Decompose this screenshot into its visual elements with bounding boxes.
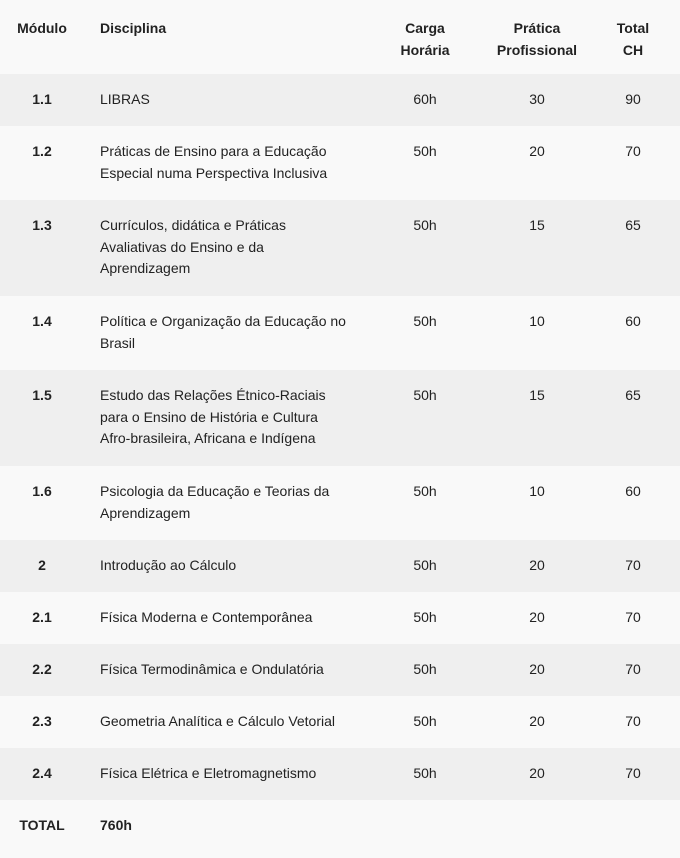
table-row [0, 466, 680, 540]
table-row [0, 74, 680, 126]
cell-carga: 50h [413, 483, 437, 499]
cell-modulo: 2.4 [32, 765, 52, 781]
table-row [0, 644, 680, 696]
cell-disciplina: LIBRAS [100, 91, 150, 107]
total-label: TOTAL [19, 817, 65, 833]
cell-total: 70 [625, 713, 641, 729]
table-row [0, 696, 680, 748]
table-row [0, 540, 680, 592]
total-value: 760h [100, 817, 132, 833]
cell-modulo: 1.5 [32, 387, 52, 403]
header-pratica-profissional: Prática Profissional [488, 0, 586, 74]
cell-disciplina: Currículos, didática e Práticas Avaliativas do Ensino e da Aprendizagem [100, 217, 286, 277]
cell-total: 90 [625, 91, 641, 107]
cell-modulo: 2.2 [32, 661, 52, 677]
cell-pratica: 20 [529, 557, 545, 573]
cell-total: 65 [625, 387, 641, 403]
cell-disciplina: Física Elétrica e Eletromagnetismo [100, 765, 317, 781]
cell-pratica: 15 [529, 387, 545, 403]
cell-disciplina: Política e Organização da Educação no Brasil [100, 313, 346, 351]
cell-carga: 60h [413, 91, 437, 107]
cell-carga: 50h [413, 313, 437, 329]
cell-carga: 50h [413, 609, 437, 625]
table-row [0, 126, 680, 200]
cell-modulo: 1.4 [32, 313, 52, 329]
cell-carga: 50h [413, 557, 437, 573]
cell-modulo: 1.3 [32, 217, 52, 233]
cell-pratica: 20 [529, 143, 545, 159]
header-total-ch: Total CH [586, 0, 680, 74]
cell-disciplina: Práticas de Ensino para a Educação Especial numa Perspectiva Inclusiva [100, 143, 328, 181]
cell-pratica: 20 [529, 609, 545, 625]
cell-disciplina: Psicologia da Educação e Teorias da Aprendizagem [100, 483, 330, 521]
cell-pratica: 10 [529, 313, 545, 329]
cell-modulo: 2 [38, 557, 46, 573]
header-disciplina: Disciplina [84, 0, 362, 74]
cell-modulo: 2.1 [32, 609, 52, 625]
cell-modulo: 1.6 [32, 483, 52, 499]
cell-pratica: 15 [529, 217, 545, 233]
cell-carga: 50h [413, 387, 437, 403]
cell-pratica: 10 [529, 483, 545, 499]
cell-carga: 50h [413, 713, 437, 729]
cell-disciplina: Geometria Analítica e Cálculo Vetorial [100, 713, 336, 729]
cell-carga: 50h [413, 765, 437, 781]
cell-pratica: 20 [529, 765, 545, 781]
cell-carga: 50h [413, 143, 437, 159]
table-row [0, 748, 680, 800]
cell-total: 65 [625, 217, 641, 233]
cell-disciplina: Física Moderna e Contemporânea [100, 609, 313, 625]
table-row [0, 370, 680, 466]
header-modulo: Módulo [0, 0, 84, 74]
cell-carga: 50h [413, 217, 437, 233]
cell-pratica-empty [488, 800, 586, 852]
cell-disciplina: Estudo das Relações Étnico-Raciais para o Ensino de História e Cultura Afro-brasileira, Africana e Indígena [100, 387, 326, 447]
table-row [0, 296, 680, 370]
cell-modulo: 1.1 [32, 91, 52, 107]
cell-total: 60 [625, 483, 641, 499]
cell-total: 70 [625, 143, 641, 159]
header-carga-horaria: Carga Horária [362, 0, 488, 74]
cell-disciplina: Física Termodinâmica e Ondulatória [100, 661, 324, 677]
cell-total: 60 [625, 313, 641, 329]
cell-total: 70 [625, 609, 641, 625]
cell-disciplina: Introdução ao Cálculo [100, 557, 237, 573]
table-row [0, 200, 680, 296]
cell-pratica: 20 [529, 713, 545, 729]
table-header-row [0, 0, 680, 74]
cell-total-empty [586, 800, 680, 852]
total-row [0, 800, 680, 852]
cell-carga: 50h [413, 661, 437, 677]
cell-carga-empty [362, 800, 488, 852]
cell-total: 70 [625, 661, 641, 677]
cell-pratica: 20 [529, 661, 545, 677]
cell-total: 70 [625, 765, 641, 781]
cell-modulo: 2.3 [32, 713, 52, 729]
cell-pratica: 30 [529, 91, 545, 107]
table-row [0, 592, 680, 644]
cell-total: 70 [625, 557, 641, 573]
cell-modulo: 1.2 [32, 143, 52, 159]
